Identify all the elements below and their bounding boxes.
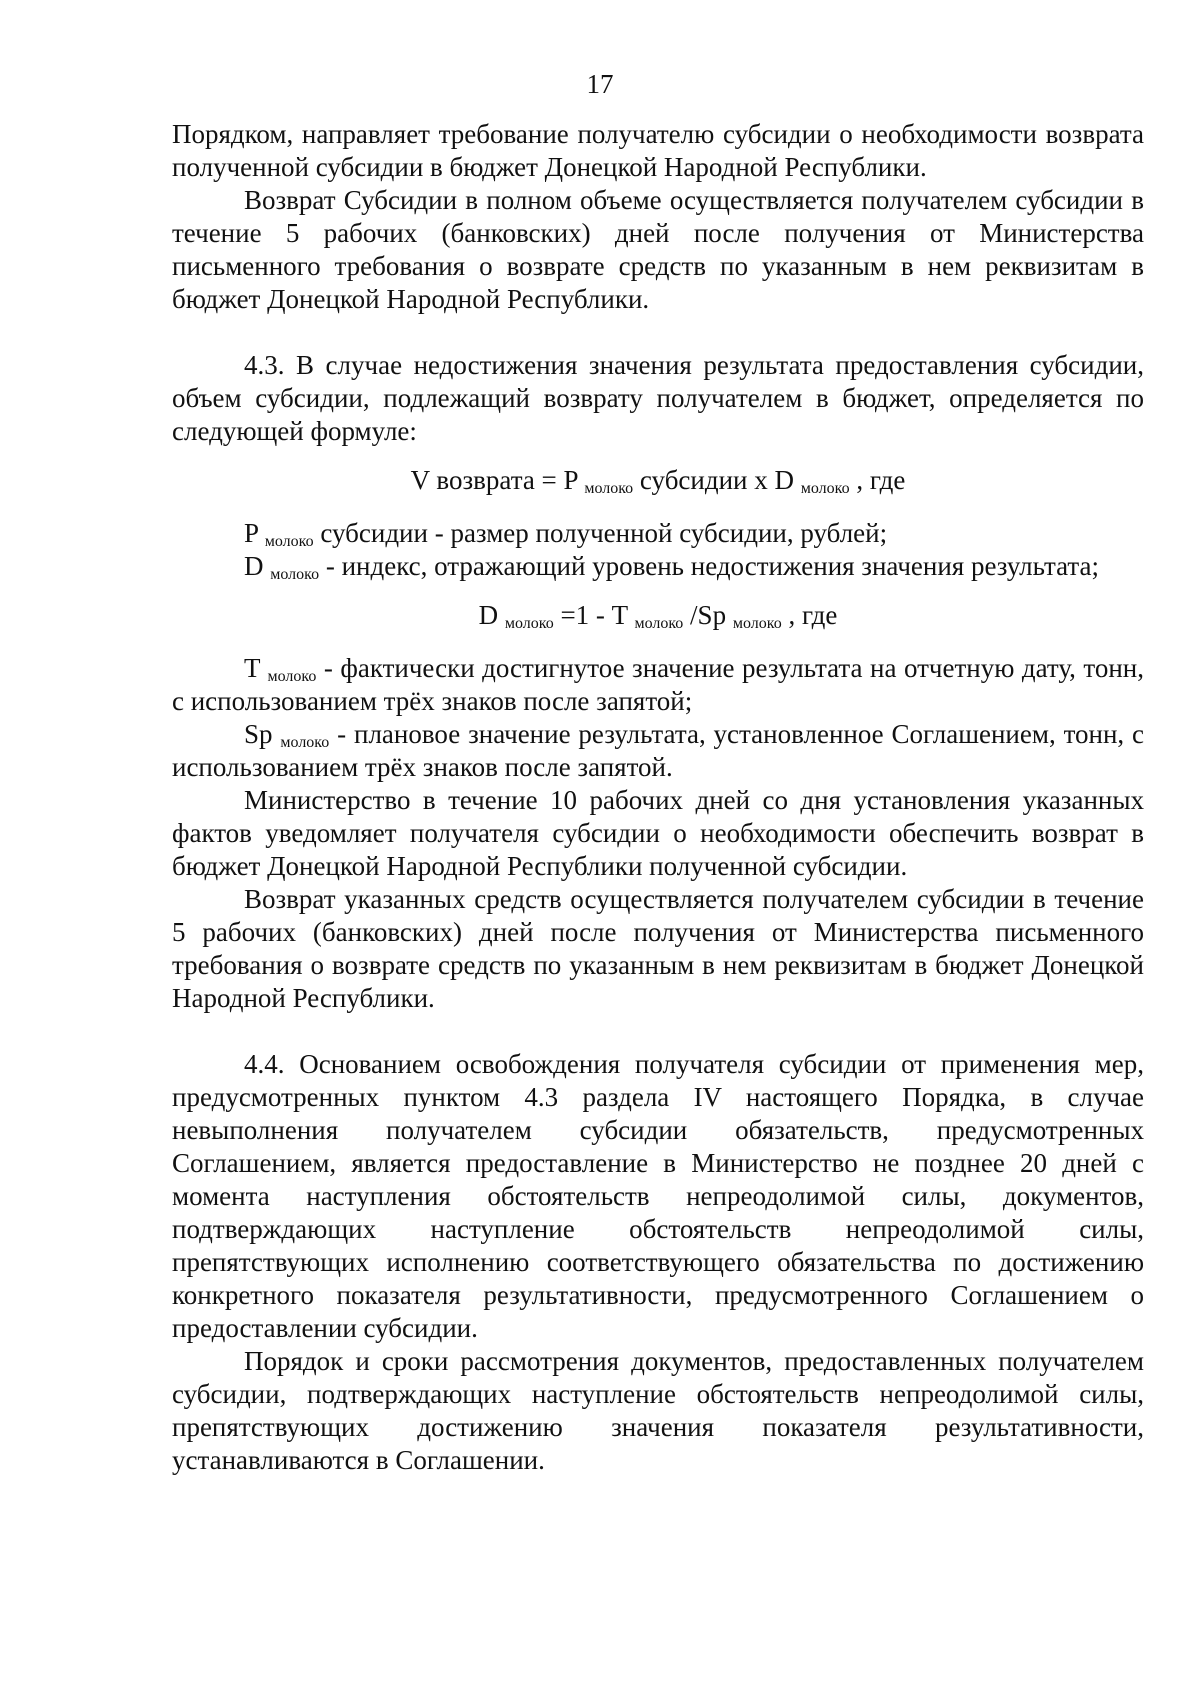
definition-symbol: D <box>244 551 264 581</box>
definition-d <box>172 550 1144 583</box>
document-body <box>172 118 1144 1477</box>
definition-t <box>172 652 1144 718</box>
formula-sub: молоко <box>800 480 850 497</box>
formula-a-text: D <box>478 600 499 630</box>
formula-d-index <box>172 599 1144 632</box>
formula-v-return <box>172 464 1144 497</box>
formula-sub: молоко <box>504 615 554 632</box>
definition-symbol: P <box>244 518 259 548</box>
definition-text: - плановое значение результата, установленное Соглашением, тонн, с использованием трёх знаков после запятой. <box>172 719 1145 782</box>
formula-sub: молоко <box>732 615 782 632</box>
formula-mid-text: субсидии x D <box>639 465 794 495</box>
page-number: 17 <box>586 69 614 99</box>
formula-end-text: , где <box>856 465 906 495</box>
definition-text: субсидии - размер полученной субсидии, рублей; <box>320 518 888 548</box>
formula-b-text: =1 - T <box>560 600 628 630</box>
formula-c-text: /Sp <box>690 600 727 630</box>
definition-sub: молоко <box>264 533 314 550</box>
paragraph-ministry-notice: Министерство в течение 10 рабочих дней со дня установления указанных фактов уведомляет получателя субсидии о необходимости обеспечить возврат в бюджет Донецкой Народной Республики полученной субсидии. <box>172 785 1144 881</box>
definition-text: - фактически достигнутое значение результата на отчетную дату, тонн, с использованием трёх знаков после запятой; <box>172 653 1144 716</box>
paragraph-gap <box>172 1015 1144 1048</box>
definition-sub: молоко <box>270 566 320 583</box>
paragraph-return-subsidy: Возврат Субсидии в полном объеме осуществляется получателем субсидии в течение 5 рабочих (банковских) дней после получения от Министерства письменного требования о возврате средств по указанным в нем реквизитам в бюджет Донецкой Народной Республики. <box>172 185 1144 314</box>
paragraph-procedure: Порядок и сроки рассмотрения документов, предоставленных получателем субсидии, подтверждающих наступление обстоятельств непреодолимой силы, препятствующих достижению значения показателя результативности, устанавливаются в Соглашении. <box>172 1346 1144 1475</box>
definition-sub: молоко <box>267 668 317 685</box>
formula-sub: молоко <box>584 480 634 497</box>
formula-sub: молоко <box>634 615 684 632</box>
definition-symbol: Sp <box>244 719 273 749</box>
paragraph-gap <box>172 316 1144 349</box>
definition-text: - индекс, отражающий уровень недостижения значения результата; <box>325 551 1099 581</box>
paragraph-continuation: Порядком, направляет требование получателю субсидии о необходимости возврата полученной субсидии в бюджет Донецкой Народной Республики. <box>172 119 1144 182</box>
paragraph-4-4: 4.4. Основанием освобождения получателя субсидии от применения мер, предусмотренных пунктом 4.3 раздела IV настоящего Порядка, в случае невыполнения получателем субсидии обязательств, предусмотренных Соглашением, является предоставление в Министерство не позднее 20 дней с момента наступления обстоятельств непреодолимой силы, документов, подтверждающих наступление обстоятельств непреодолимой силы, препятствующих исполнению соответствующего обязательства по достижению конкретного показателя результативности, предусмотренного Соглашением о предоставлении субсидии. <box>172 1049 1144 1343</box>
formula-end-text: , где <box>788 600 838 630</box>
definition-p <box>172 517 1144 550</box>
formula-v-text: V возврата = P <box>410 465 578 495</box>
paragraph-4-3: 4.3. В случае недостижения значения результата предоставления субсидии, объем субсидии, подлежащий возврату получателем в бюджет, определяется по следующей формуле: <box>172 350 1144 446</box>
definition-symbol: T <box>244 653 261 683</box>
paragraph-return-funds: Возврат указанных средств осуществляется получателем субсидии в течение 5 рабочих (банковских) дней после получения от Министерства письменного требования о возврате средств по указанным в нем реквизитам в бюджет Донецкой Народной Республики. <box>172 884 1144 1013</box>
definition-sub: молоко <box>280 734 330 751</box>
definition-sp <box>172 718 1144 784</box>
